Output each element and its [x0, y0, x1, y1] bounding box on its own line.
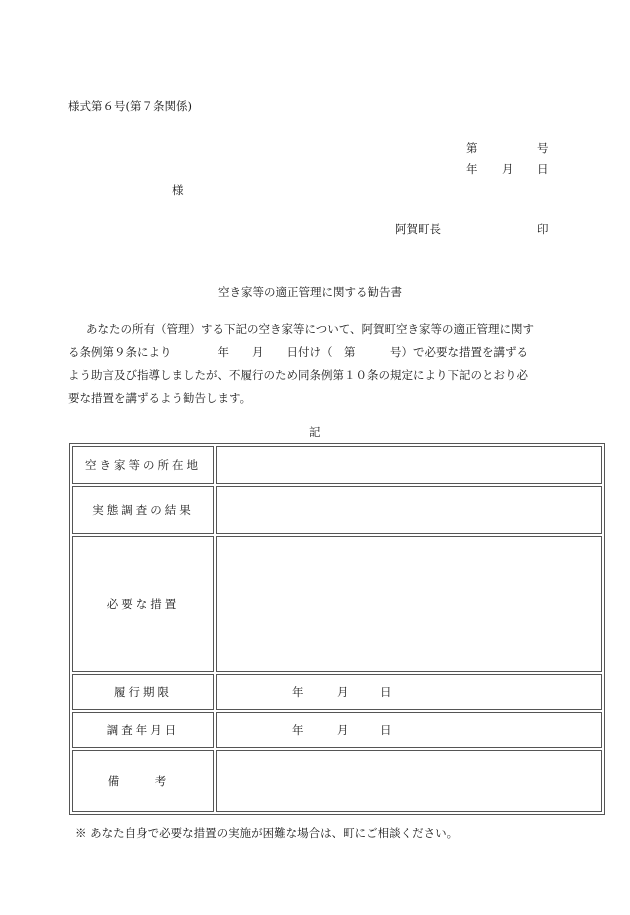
- deadline-month-label: 月: [337, 685, 349, 699]
- table-row: [72, 486, 602, 534]
- remarks-field[interactable]: [216, 750, 602, 812]
- survey-year-label: 年: [292, 723, 304, 737]
- row-label: 必要な措置: [72, 536, 214, 672]
- deadline-field[interactable]: [216, 674, 602, 710]
- table-row: [72, 750, 602, 812]
- addressee-suffix: 様: [172, 183, 184, 197]
- survey-month-label: 月: [337, 723, 349, 737]
- issuer: 阿賀町長: [395, 222, 441, 236]
- table-row: [72, 712, 602, 748]
- body-paragraph: [68, 318, 554, 410]
- row-label: 調査年月日: [72, 712, 214, 748]
- number-prefix: 第: [466, 141, 478, 155]
- row-label: 実態調査の結果: [72, 486, 214, 534]
- survey-result-field[interactable]: [216, 486, 602, 534]
- date-day: 日: [537, 162, 549, 176]
- survey-day-label: 日: [380, 723, 392, 737]
- body-line: あなたの所有（管理）する下記の空き家等について、阿賀町空き家等の適正管理に関す: [86, 322, 535, 336]
- table-row: [72, 446, 602, 484]
- row-label: 備 考: [72, 750, 214, 812]
- row-label: 空き家等の所在地: [72, 446, 214, 484]
- date-year: 年: [466, 162, 478, 176]
- required-measures-field[interactable]: [216, 536, 602, 672]
- table-row: [72, 536, 602, 672]
- location-field[interactable]: [216, 446, 602, 484]
- deadline-year-label: 年: [292, 685, 304, 699]
- form-table: [69, 443, 605, 815]
- date-month: 月: [502, 162, 514, 176]
- row-label: 履行期限: [72, 674, 214, 710]
- ki-heading: 記: [309, 425, 321, 439]
- survey-date-field[interactable]: [216, 712, 602, 748]
- seal-mark: 印: [537, 222, 549, 236]
- footnote: ※ あなた自身で必要な措置の実施が困難な場合は、町にご相談ください。: [75, 826, 459, 840]
- body-line: 要な措置を講ずるよう勧告します。: [68, 391, 252, 405]
- body-line: る条例第９条により 年 月 日付け（ 第 号）で必要な措置を講ずる: [68, 345, 528, 359]
- number-suffix: 号: [537, 141, 549, 155]
- deadline-day-label: 日: [380, 685, 392, 699]
- document-title: 空き家等の適正管理に関する勧告書: [218, 285, 402, 299]
- table-row: [72, 674, 602, 710]
- form-number: 様式第６号(第７条関係): [68, 99, 192, 113]
- body-line: よう助言及び指導しましたが、不履行のため同条例第１０条の規定により下記のとおり必: [68, 368, 528, 382]
